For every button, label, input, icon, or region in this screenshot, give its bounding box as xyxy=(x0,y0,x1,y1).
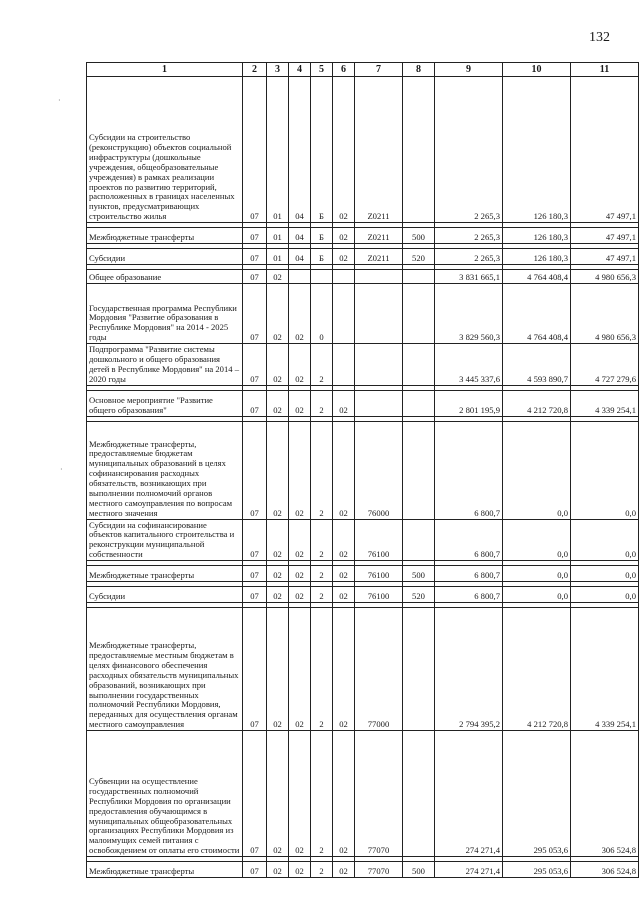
amount-col-11: 0,0 xyxy=(571,519,639,561)
column-header: 3 xyxy=(267,63,289,77)
amount-col-10: 4 212 720,8 xyxy=(503,608,571,731)
row-name: Субсидии на строительство (реконструкцию) объектов социальной инфраструктуры (дошкольные учреждения, общеобразовательные учреждения) в рамках реализации проектов по развитию территорий, расположенных в границах населенных пунктов, предусматривающих строительство жилья xyxy=(87,77,243,223)
direction-code: Z0211 xyxy=(355,77,403,223)
table-row xyxy=(87,344,639,386)
direction-code: 76100 xyxy=(355,566,403,582)
event-code: 02 xyxy=(333,862,355,878)
expense-type-code xyxy=(403,77,435,223)
event-code: 02 xyxy=(333,519,355,561)
row-name: Межбюджетные трансферты xyxy=(87,566,243,582)
expense-type-code xyxy=(403,519,435,561)
subsection-code: 02 xyxy=(267,421,289,519)
direction-code: 77000 xyxy=(355,608,403,731)
table-row xyxy=(87,284,639,344)
subprogram-code: 2 xyxy=(311,587,333,603)
column-header: 9 xyxy=(435,63,503,77)
amount-col-11: 4 727 279,6 xyxy=(571,344,639,386)
amount-col-10: 126 180,3 xyxy=(503,77,571,223)
direction-code: 76100 xyxy=(355,587,403,603)
amount-col-10: 0,0 xyxy=(503,587,571,603)
direction-code: 76000 xyxy=(355,421,403,519)
table-row xyxy=(87,608,639,731)
row-name: Межбюджетные трансферты, предоставляемые бюджетам муниципальных образований в целях софинансирования расходных обязательств, возникающих при выполнении полномочий органов местного самоуправления по вопросам местного значения xyxy=(87,421,243,519)
subsection-code: 01 xyxy=(267,249,289,265)
table-row xyxy=(87,587,639,603)
event-code: 02 xyxy=(333,587,355,603)
amount-col-9: 6 800,7 xyxy=(435,519,503,561)
event-code: 02 xyxy=(333,249,355,265)
section-code: 07 xyxy=(243,344,267,386)
amount-col-11: 0,0 xyxy=(571,587,639,603)
amount-col-11: 4 980 656,3 xyxy=(571,284,639,344)
subprogram-code: 2 xyxy=(311,566,333,582)
event-code xyxy=(333,284,355,344)
section-code: 07 xyxy=(243,390,267,416)
subsection-code: 01 xyxy=(267,77,289,223)
event-code: 02 xyxy=(333,228,355,244)
event-code: 02 xyxy=(333,731,355,857)
program-code: 04 xyxy=(289,77,311,223)
section-code: 07 xyxy=(243,77,267,223)
amount-col-10: 0,0 xyxy=(503,519,571,561)
direction-code xyxy=(355,344,403,386)
table-row xyxy=(87,390,639,416)
amount-col-10: 4 212 720,8 xyxy=(503,390,571,416)
amount-col-9: 3 831 665,1 xyxy=(435,270,503,284)
event-code: 02 xyxy=(333,608,355,731)
section-code: 07 xyxy=(243,566,267,582)
page-number: 132 xyxy=(589,30,610,45)
event-code: 02 xyxy=(333,566,355,582)
row-name: Подпрограмма "Развитие системы дошкольного и общего образования детей в Республике Мордовия" на 2014 – 2020 годы xyxy=(87,344,243,386)
amount-col-10: 295 053,6 xyxy=(503,731,571,857)
program-code: 04 xyxy=(289,228,311,244)
budget-table xyxy=(86,62,639,878)
expense-type-code xyxy=(403,270,435,284)
amount-col-11: 47 497,1 xyxy=(571,77,639,223)
table-row xyxy=(87,228,639,244)
expense-type-code xyxy=(403,344,435,386)
expense-type-code: 500 xyxy=(403,566,435,582)
amount-col-10: 0,0 xyxy=(503,421,571,519)
section-code: 07 xyxy=(243,249,267,265)
expense-type-code: 500 xyxy=(403,228,435,244)
column-header: 8 xyxy=(403,63,435,77)
program-code: 02 xyxy=(289,421,311,519)
amount-col-10: 126 180,3 xyxy=(503,249,571,265)
table-row xyxy=(87,862,639,878)
row-name: Субсидии xyxy=(87,587,243,603)
row-name: Основное мероприятие "Развитие общего образования" xyxy=(87,390,243,416)
section-code: 07 xyxy=(243,731,267,857)
row-name: Государственная программа Республики Мордовия "Развитие образования в Республике Мордовия" на 2014 - 2025 годы xyxy=(87,284,243,344)
amount-col-10: 4 764 408,4 xyxy=(503,284,571,344)
program-code: 04 xyxy=(289,249,311,265)
amount-col-9: 2 794 395,2 xyxy=(435,608,503,731)
direction-code: 76100 xyxy=(355,519,403,561)
direction-code xyxy=(355,284,403,344)
subprogram-code: 2 xyxy=(311,519,333,561)
amount-col-9: 2 265,3 xyxy=(435,77,503,223)
program-code: 02 xyxy=(289,519,311,561)
table-row xyxy=(87,421,639,519)
direction-code: Z0211 xyxy=(355,228,403,244)
table-row xyxy=(87,519,639,561)
table-row xyxy=(87,566,639,582)
subprogram-code xyxy=(311,270,333,284)
table-row xyxy=(87,270,639,284)
subprogram-code: Б xyxy=(311,249,333,265)
expense-type-code xyxy=(403,731,435,857)
subprogram-code: Б xyxy=(311,228,333,244)
amount-col-11: 4 339 254,1 xyxy=(571,608,639,731)
direction-code xyxy=(355,390,403,416)
subsection-code: 02 xyxy=(267,862,289,878)
amount-col-9: 274 271,4 xyxy=(435,731,503,857)
subsection-code: 01 xyxy=(267,228,289,244)
row-name: Субвенции на осуществление государственных полномочий Республики Мордовия по организации предоставления обучающимся в муниципальных общеобразовательных организациях Республики Мордовия из малоимущих семей питания с освобождением от оплаты его стоимости xyxy=(87,731,243,857)
event-code xyxy=(333,270,355,284)
amount-col-11: 4 339 254,1 xyxy=(571,390,639,416)
expense-type-code xyxy=(403,421,435,519)
expense-type-code xyxy=(403,608,435,731)
amount-col-10: 295 053,6 xyxy=(503,862,571,878)
subprogram-code: 2 xyxy=(311,608,333,731)
section-code: 07 xyxy=(243,270,267,284)
column-header: 10 xyxy=(503,63,571,77)
amount-col-9: 274 271,4 xyxy=(435,862,503,878)
subprogram-code: 2 xyxy=(311,862,333,878)
row-name: Субсидии на софинансирование объектов капитального строительства и реконструкции муниципальной собственности xyxy=(87,519,243,561)
table-row xyxy=(87,249,639,265)
row-name: Субсидии xyxy=(87,249,243,265)
subprogram-code: Б xyxy=(311,77,333,223)
amount-col-11: 306 524,8 xyxy=(571,731,639,857)
subsection-code: 02 xyxy=(267,566,289,582)
section-code: 07 xyxy=(243,519,267,561)
table-header-row xyxy=(87,63,639,77)
section-code: 07 xyxy=(243,587,267,603)
event-code: 02 xyxy=(333,390,355,416)
amount-col-9: 6 800,7 xyxy=(435,421,503,519)
program-code: 02 xyxy=(289,608,311,731)
subsection-code: 02 xyxy=(267,390,289,416)
column-header: 2 xyxy=(243,63,267,77)
subsection-code: 02 xyxy=(267,270,289,284)
expense-type-code: 520 xyxy=(403,587,435,603)
amount-col-10: 0,0 xyxy=(503,566,571,582)
direction-code: Z0211 xyxy=(355,249,403,265)
table-row xyxy=(87,731,639,857)
direction-code: 77070 xyxy=(355,731,403,857)
column-header: 6 xyxy=(333,63,355,77)
amount-col-11: 0,0 xyxy=(571,421,639,519)
subprogram-code: 2 xyxy=(311,421,333,519)
amount-col-9: 2 265,3 xyxy=(435,228,503,244)
subprogram-code: 2 xyxy=(311,344,333,386)
expense-type-code: 500 xyxy=(403,862,435,878)
amount-col-9: 6 800,7 xyxy=(435,587,503,603)
subsection-code: 02 xyxy=(267,519,289,561)
program-code: 02 xyxy=(289,344,311,386)
program-code: 02 xyxy=(289,284,311,344)
subprogram-code: 0 xyxy=(311,284,333,344)
amount-col-9: 3 829 560,3 xyxy=(435,284,503,344)
program-code xyxy=(289,270,311,284)
section-code: 07 xyxy=(243,228,267,244)
amount-col-11: 47 497,1 xyxy=(571,228,639,244)
program-code: 02 xyxy=(289,862,311,878)
direction-code: 77070 xyxy=(355,862,403,878)
row-name: Межбюджетные трансферты xyxy=(87,862,243,878)
column-header: 11 xyxy=(571,63,639,77)
subsection-code: 02 xyxy=(267,344,289,386)
event-code: 02 xyxy=(333,421,355,519)
subsection-code: 02 xyxy=(267,608,289,731)
scan-mark: · xyxy=(60,465,63,474)
amount-col-11: 4 980 656,3 xyxy=(571,270,639,284)
section-code: 07 xyxy=(243,421,267,519)
event-code xyxy=(333,344,355,386)
subprogram-code: 2 xyxy=(311,390,333,416)
amount-col-10: 4 593 890,7 xyxy=(503,344,571,386)
subsection-code: 02 xyxy=(267,284,289,344)
section-code: 07 xyxy=(243,862,267,878)
scan-mark: · xyxy=(58,96,61,105)
section-code: 07 xyxy=(243,284,267,344)
row-name: Общее образование xyxy=(87,270,243,284)
amount-col-11: 306 524,8 xyxy=(571,862,639,878)
row-name: Межбюджетные трансферты, предоставляемые местным бюджетам в целях финансового обеспечения расходных обязательств муниципальных образований, возникающих при выполнении государственных полномочий Республики Мордовия, переданных для осуществления органам местного самоуправления xyxy=(87,608,243,731)
amount-col-10: 126 180,3 xyxy=(503,228,571,244)
amount-col-9: 6 800,7 xyxy=(435,566,503,582)
column-header: 5 xyxy=(311,63,333,77)
row-name: Межбюджетные трансферты xyxy=(87,228,243,244)
expense-type-code xyxy=(403,390,435,416)
expense-type-code: 520 xyxy=(403,249,435,265)
column-header: 1 xyxy=(87,63,243,77)
program-code: 02 xyxy=(289,566,311,582)
amount-col-10: 4 764 408,4 xyxy=(503,270,571,284)
column-header: 4 xyxy=(289,63,311,77)
subsection-code: 02 xyxy=(267,731,289,857)
section-code: 07 xyxy=(243,608,267,731)
amount-col-11: 0,0 xyxy=(571,566,639,582)
amount-col-9: 2 265,3 xyxy=(435,249,503,265)
program-code: 02 xyxy=(289,390,311,416)
column-header: 7 xyxy=(355,63,403,77)
expense-type-code xyxy=(403,284,435,344)
amount-col-9: 3 445 337,6 xyxy=(435,344,503,386)
program-code: 02 xyxy=(289,587,311,603)
subsection-code: 02 xyxy=(267,587,289,603)
direction-code xyxy=(355,270,403,284)
subprogram-code: 2 xyxy=(311,731,333,857)
program-code: 02 xyxy=(289,731,311,857)
amount-col-9: 2 801 195,9 xyxy=(435,390,503,416)
amount-col-11: 47 497,1 xyxy=(571,249,639,265)
event-code: 02 xyxy=(333,77,355,223)
table-row xyxy=(87,77,639,223)
